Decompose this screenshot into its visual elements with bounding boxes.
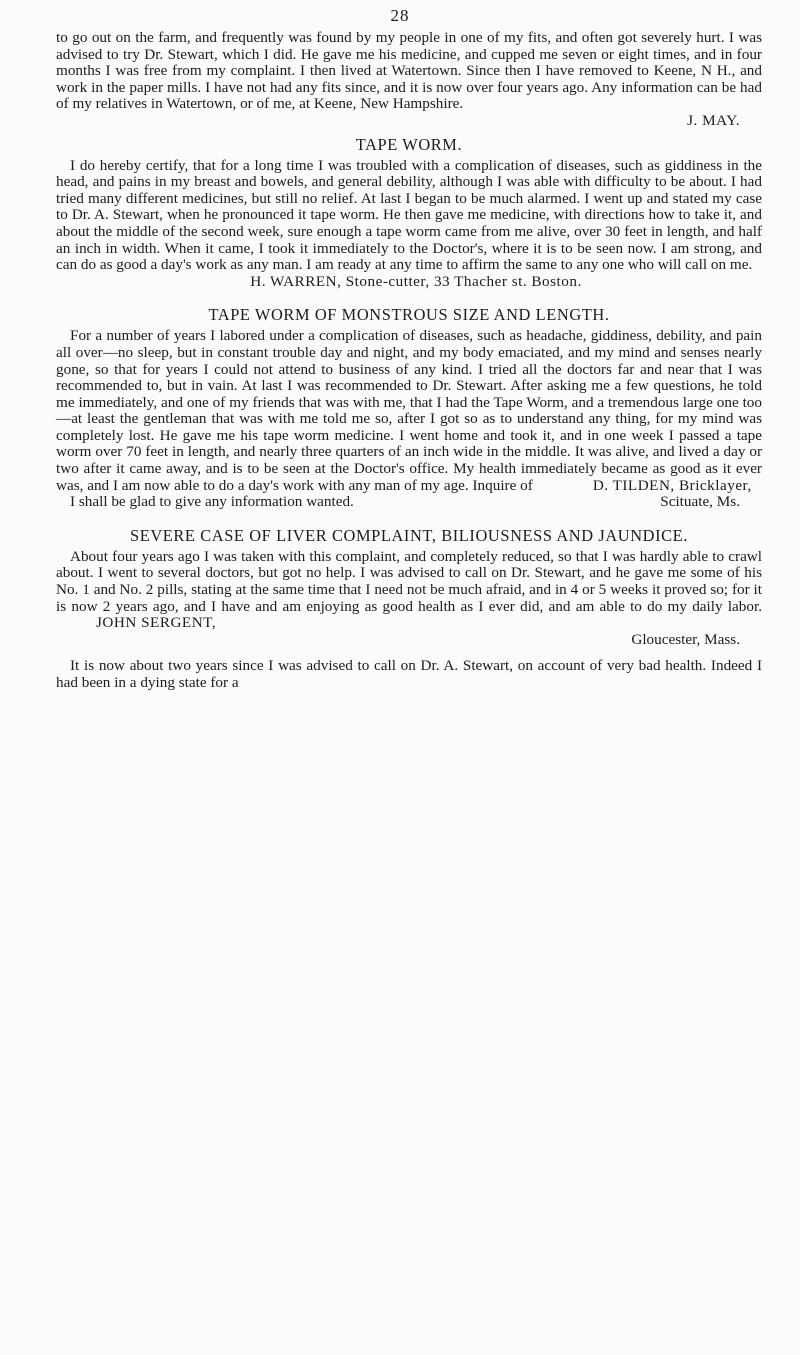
signature-name: JOHN SERGENT, [96, 614, 217, 632]
continuation-paragraph: to go out on the farm, and frequently was found by my people in one of my fits, and often got severely hurt. I was advised to try Dr. Stewart, which I did. He gave me his medicine, and cupped me seven or eight times, and in four months I was free from my complaint. I then lived at Watertown. Since then I have removed to Keene, N H., and work in the paper mills. I have not had any fits since, and it is now over four years ago. Any information can be had of my relatives in Watertown, or of me, at Keene, New Hampshire. [56, 29, 762, 113]
signature-may [56, 113, 762, 130]
paragraph-text: For a number of years I labored under a complication of diseases, such as headache, giddiness, debility, and pain all over—no sleep, but in constant trouble day and night, and my body emaciated, and my mind and senses nearly gone, so that for years I could not attend to business of any kind. I tried all the doctors far and near that I was recommended to, but in vain. At last I was recommended to Dr. Stewart. After asking me a few questions, he told me immediately, and one of my friends that was with me, that I had the Tape Worm, and a tremendous large one too—at least the gentleman that was with me told me so, after I got so as to understand any thing, for my mind was completely lost. He gave me his tape worm medicine. I went home and took it, and in one week I passed a tape worm over 70 feet in length, and nearly three quarters of an inch wide in the middle. It was alive, and lived a day or two after it came away, and is to be seen at the Doctor's office. My health immediately became as good as it ever was, and I am now able to do a day's work with any man of my age. Inquire of [56, 327, 762, 494]
tape-worm-paragraph: I do hereby certify, that for a long time I was troubled with a complication of diseases, such as giddiness in the head, and pains in my breast and bowels, and general debility, although I was able with difficulty to be about. I had tried many different medicines, but still no relief. At last I began to be much alarmed. I went up and stated my case to Dr. A. Stewart, when he pronounced it tape worm. He then gave me medicine, with directions how to take it, and about the middle of the second week, sure enough a tape worm came from me alive, over 30 feet in length, and half an inch in width. When it came, I took it immediately to the Doctor's, where it is to be seen now. I am strong, and can do as good a day's work as any man. I am ready at any time to affirm the same to any one who will call on me. [56, 156, 762, 274]
signature-place: Gloucester, Mass. [631, 630, 740, 648]
signature-tilden [56, 494, 762, 511]
signature-warren [56, 274, 762, 291]
signature-place: Scituate, Ms. [660, 493, 740, 511]
monstrous-tape-worm-paragraph [56, 328, 762, 494]
section-gap [56, 511, 762, 521]
heading-liver-complaint: SEVERE CASE OF LIVER COMPLAINT, BILIOUSNESS AND JAUNDICE. [130, 525, 688, 545]
signature-sergent-place [56, 632, 762, 649]
signature-name: D. TILDEN, Bricklayer, [592, 476, 752, 494]
signature-lead: I shall be glad to give any information wanted. [70, 493, 354, 511]
section-gap [56, 290, 762, 300]
page-number: 28 [390, 6, 410, 25]
signature-name: H. WARREN, Stone-cutter, 33 Thacher st. Boston. [250, 272, 582, 290]
liver-complaint-paragraph [56, 549, 762, 632]
next-testimonial-paragraph: It is now about two years since I was advised to call on Dr. A. Stewart, on account of very bad health. Indeed I had been in a dying state for a [56, 657, 762, 691]
signature-name: J. MAY. [687, 111, 740, 129]
paragraph-text: About four years ago I was taken with this complaint, and completely reduced, so that I was hardly able to crawl about. I went to several doctors, but got no help. I was advised to call on Dr. Stewart, and he gave me some of his No. 1 and No. 2 pills, stating at the same time that I need not be much afraid, and in 4 or 5 weeks it proved so; for it is now 2 years ago, and I have and am enjoying as good health as I ever did, and am able to do my daily labor. [56, 547, 762, 615]
heading-monstrous-tape-worm: TAPE WORM OF MONSTROUS SIZE AND LENGTH. [208, 305, 610, 325]
page-content [56, 30, 762, 692]
heading-tape-worm: TAPE WORM. [355, 134, 463, 154]
